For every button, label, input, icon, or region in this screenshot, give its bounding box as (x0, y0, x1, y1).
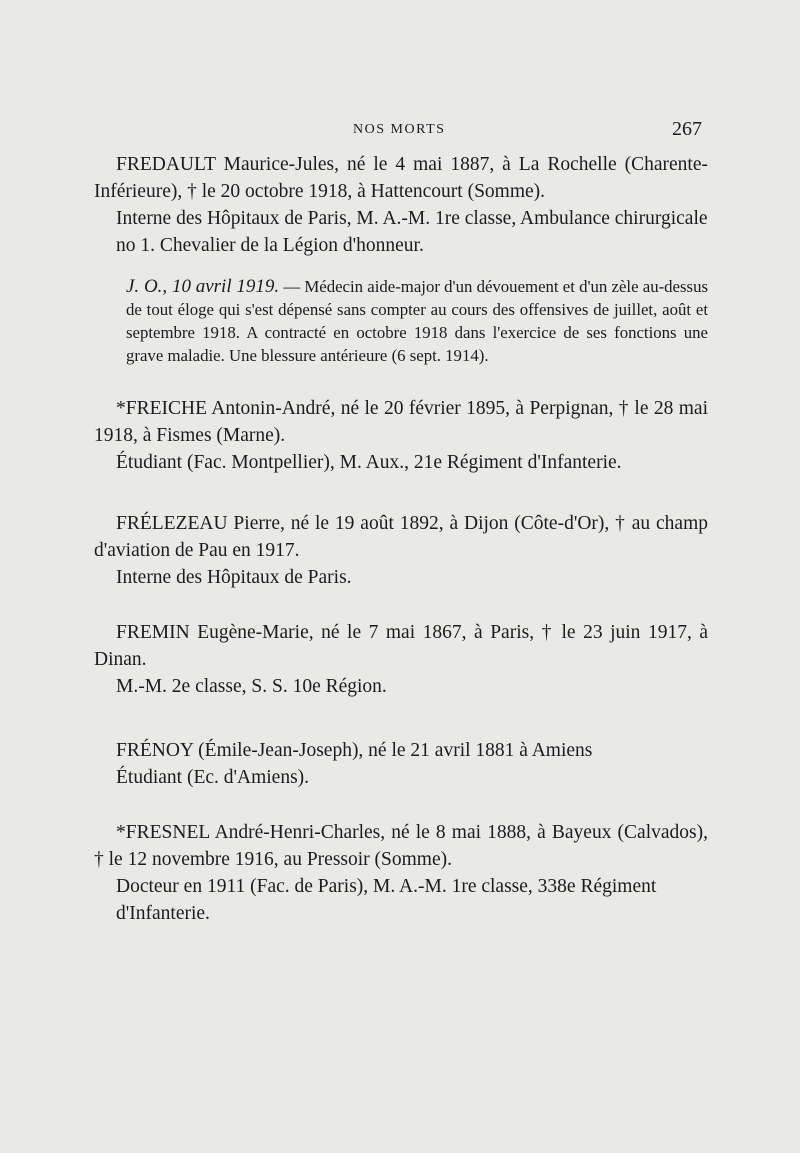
citation-reference: J. O., 10 avril 1919. (126, 276, 280, 297)
entry-frenoy-details: Étudiant (Ec. d'Amiens). (116, 767, 310, 788)
entry-freiche-heading: *FREICHE Antonin-André, né le 20 février 1895, à Perpignan, † le 28 mai 1918, à Fismes (Marne). (94, 398, 708, 446)
entry-fresnel-heading: *FRESNEL André-Henri-Charles, né le 8 mai 1888, à Bayeux (Calvados), † le 12 novembre 1916, au Pressoir (Somme). (94, 822, 708, 870)
entry-fresnel-details: Docteur en 1911 (Fac. de Paris), M. A.-M. 1re classe, 338e Régiment d'Infanterie. (116, 876, 657, 924)
entry-frelezeau-heading: FRÉLEZEAU Pierre, né le 19 août 1892, à Dijon (Côte-d'Or), † au champ d'aviation de Pau en 1917. (94, 513, 708, 561)
citation-text: — Médecin aide-major d'un dévouement et d'un zèle au-dessus de tout éloge qui s'est dépensé sans compter au cours des offensives de juillet, août et septembre 1918. A contracté en octobre 1918 dans l'exercice de ses fonctions une grave maladie. Une blessure antérieure (6 sept. 1914). (126, 277, 708, 365)
running-head (0, 118, 800, 142)
entry-fredault-citation (126, 275, 708, 367)
entry-freiche-details: Étudiant (Fac. Montpellier), M. Aux., 21e Régiment d'Infanterie. (116, 452, 622, 473)
running-title: NOS MORTS (353, 122, 446, 137)
entry-frelezeau-details: Interne des Hôpitaux de Paris. (116, 567, 352, 588)
entry-fremin-heading: FREMIN Eugène-Marie, né le 7 mai 1867, à Paris, † le 23 juin 1917, à Dinan. (94, 622, 708, 670)
entry-fredault-details: Interne des Hôpitaux de Paris, M. A.-M. 1re classe, Ambulance chirurgicale no 1. Chevalier de la Légion d'honneur. (116, 208, 708, 256)
entry-fremin-details: M.-M. 2e classe, S. S. 10e Région. (116, 676, 387, 697)
page-number: 267 (672, 118, 702, 140)
entry-fredault-heading: FREDAULT Maurice-Jules, né le 4 mai 1887, à La Rochelle (Charente-Inférieure), † le 20 octobre 1918, à Hattencourt (Somme). (94, 154, 708, 202)
entry-frenoy-heading: FRÉNOY (Émile-Jean-Joseph), né le 21 avril 1881 à Amiens (116, 740, 593, 761)
